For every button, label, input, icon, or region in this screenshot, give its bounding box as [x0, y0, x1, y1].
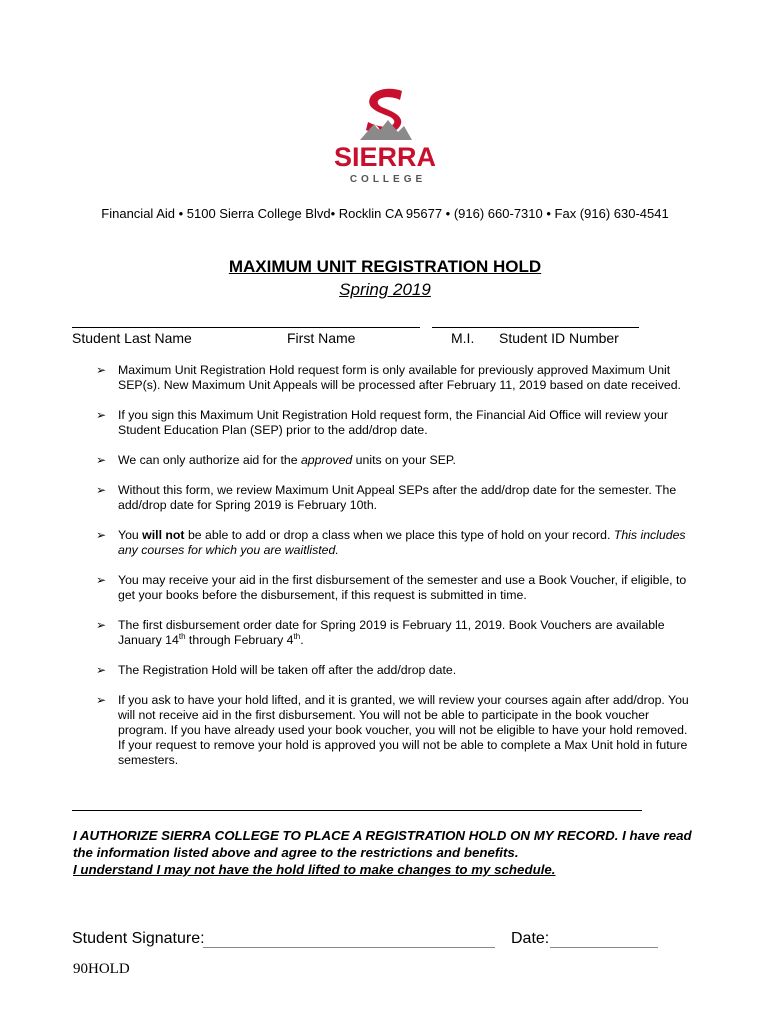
contact-line: Financial Aid • 5100 Sierra College Blvd• Rocklin CA 95677 • (916) 660-7310 • Fax (916) 630-4541 [101, 206, 669, 221]
list-item: ➢ The Registration Hold will be taken off after the add/drop date. [96, 663, 457, 677]
list-item: ➢ You may receive your aid in the first disbursement of the semester and use a Book Voucher, if eligible, to get your books before the disbursement, if this request is submitted in time. [96, 573, 687, 602]
authorization-statement: I AUTHORIZE SIERRA COLLEGE TO PLACE A REGISTRATION HOLD ON MY RECORD. I have read the information listed above and agree to the restrictions and benefits. I understand I may not have the hold lifted to make changes to my schedule. [73, 828, 692, 877]
arrow-bullet-icon: ➢ [96, 528, 107, 542]
list-item: ➢ The first disbursement order date for Spring 2019 is February 11, 2019. Book Vouchers are available January 14th through February 4th. [96, 618, 665, 647]
mi-label: M.I. [451, 330, 475, 346]
form-term: Spring 2019 [339, 280, 431, 299]
sierra-college-logo [334, 86, 437, 188]
list-item: ➢ Maximum Unit Registration Hold request form is only available for previously approved Maximum Unit SEP(s). New Maximum Unit Appeals will be processed after February 11, 2019 based on date received. [96, 363, 681, 392]
arrow-bullet-icon: ➢ [96, 408, 107, 422]
arrow-bullet-icon: ➢ [96, 663, 107, 677]
student-signature-label: Student Signature: [72, 930, 205, 947]
date-label: Date: [511, 930, 550, 947]
list-item: ➢ Without this form, we review Maximum Unit Appeal SEPs after the add/drop date for the semester. The add/drop date for Spring 2019 is February 10th. [96, 483, 677, 512]
arrow-bullet-icon: ➢ [96, 618, 107, 632]
last-name-label: Student Last Name [72, 330, 192, 346]
arrow-bullet-icon: ➢ [96, 573, 107, 587]
form-title: MAXIMUM UNIT REGISTRATION HOLD [228, 257, 542, 276]
list-item: ➢ You will not be able to add or drop a class when we place this type of hold on your record. This includes any courses for which you are waitlisted. [96, 528, 686, 557]
id-entry-line[interactable] [432, 327, 639, 328]
sierra-s-mountain-icon [334, 86, 434, 142]
list-item: ➢ We can only authorize aid for the approved units on your SEP. [96, 453, 456, 467]
student-id-label: Student ID Number [499, 330, 619, 346]
student-signature-field[interactable] [203, 947, 495, 948]
arrow-bullet-icon: ➢ [96, 453, 107, 467]
arrow-bullet-icon: ➢ [96, 693, 107, 707]
arrow-bullet-icon: ➢ [96, 483, 107, 497]
conditions-list [96, 363, 696, 783]
logo-wordmark-college: COLLEGE [349, 174, 427, 185]
list-item: ➢ If you sign this Maximum Unit Registration Hold request form, the Financial Aid Office will review your Student Education Plan (SEP) prior to the add/drop date. [96, 408, 668, 437]
section-divider [72, 810, 642, 811]
name-entry-line[interactable] [72, 327, 420, 328]
logo-wordmark-sierra: SIERRA [334, 142, 437, 172]
first-name-label: First Name [287, 330, 356, 346]
date-field[interactable] [550, 947, 658, 948]
form-code: 90HOLD [73, 961, 130, 977]
arrow-bullet-icon: ➢ [96, 363, 107, 377]
list-item: ➢ If you ask to have your hold lifted, and it is granted, we will review your courses again after add/drop. You will not receive aid in the first disbursement. You will not be able to participate in the book voucher program. If you have already used your book voucher, you will not be eligible to have your hold removed. If your request to remove your hold is approved you will not be able to complete a Max Unit hold in future semesters. [96, 693, 689, 767]
